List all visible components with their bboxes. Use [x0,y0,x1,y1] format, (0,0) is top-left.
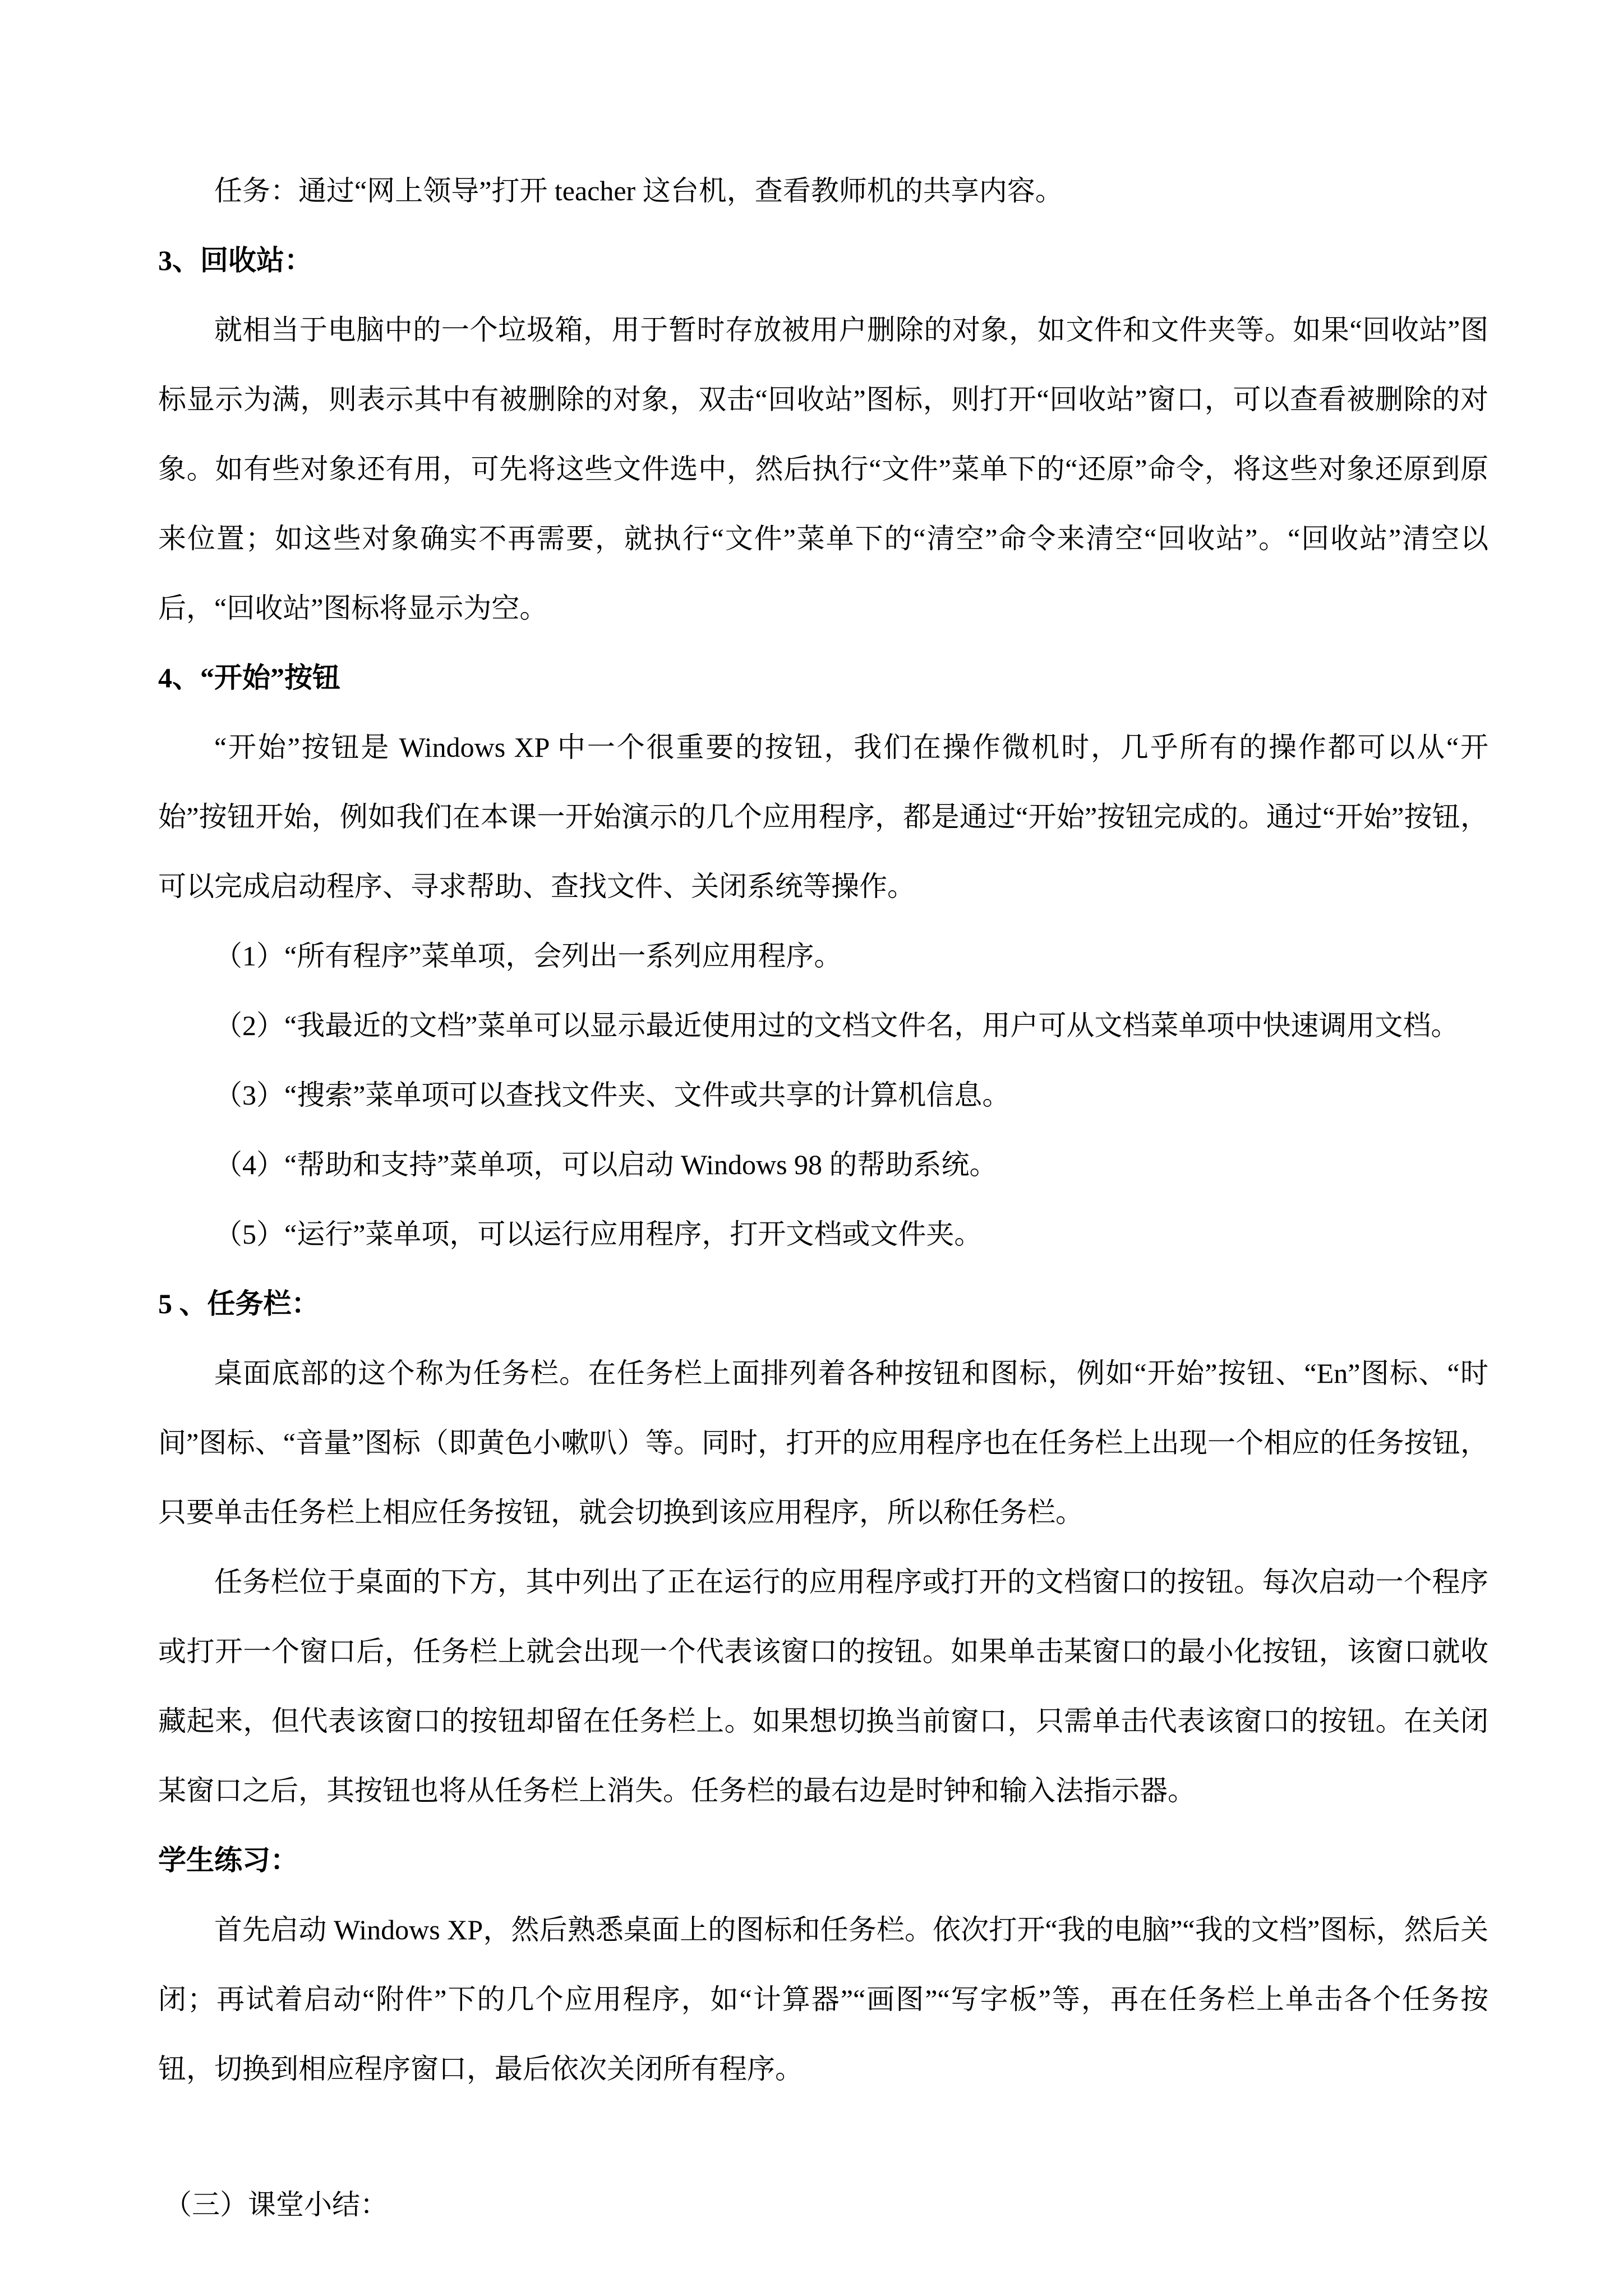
start-menu-item-help-support: （4）“帮助和支持”菜单项，可以启动 Windows 98 的帮助系统。 [214,1149,998,1180]
task-paragraph: 任务：通过“网上领导”打开 teacher 这台机，查看教师机的共享内容。 [214,175,1063,206]
start-menu-item-recent-documents: （2）“我最近的文档”菜单可以显示最近使用过的文档文件名，用户可从文档菜单项中快速调用文档。 [214,1010,1459,1041]
start-menu-item-all-programs: （1）“所有程序”菜单项，会列出一系列应用程序。 [214,940,842,972]
section-spacer [158,2104,1488,2170]
recycle-bin-paragraph: 就相当于电脑中的一个垃圾箱，用于暂时存放被用户删除的对象，如文件和文件夹等。如果“回收站”图标显示为满，则表示其中有被删除的对象，双击“回收站”图标，则打开“回收站”窗口，可以查看被删除的对象。如有些对象还有用，可先将这些文件选中，然后执行“文件”菜单下的“还原”命令，将这些对象还原到原来位置；如这些对象确实不再需要，就执行“文件”菜单下的“清空”命令来清空“回收站”。“回收站”清空以后，“回收站”图标将显示为空。 [158,314,1488,624]
recycle-bin-heading: 3、回收站： [158,245,312,276]
practice-paragraph: 首先启动 Windows XP，然后熟悉桌面上的图标和任务栏。依次打开“我的电脑”“我的文档”图标，然后关闭；再试着启动“附件”下的几个应用程序，如“计算器”“画图”“写字板”等，再在任务栏上单击各个任务按钮，切换到相应程序窗口，最后依次关闭所有程序。 [158,1914,1488,2085]
class-summary-heading: （三）课堂小结： [164,2189,388,2220]
start-menu-item-run: （5）“运行”菜单项，可以运行应用程序，打开文档或文件夹。 [214,1218,983,1250]
start-button-heading: 4、“开始”按钮 [158,662,340,693]
start-menu-item-search: （3）“搜索”菜单项可以查找文件夹、文件或共享的计算机信息。 [214,1079,1011,1111]
document-body [158,156,1488,2239]
practice-heading: 学生练习： [158,1844,298,1876]
taskbar-paragraph-2: 任务栏位于桌面的下方，其中列出了正在运行的应用程序或打开的文档窗口的按钮。每次启动一个程序或打开一个窗口后，任务栏上就会出现一个代表该窗口的按钮。如果单击某窗口的最小化按钮，该窗口就收藏起来，但代表该窗口的按钮却留在任务栏上。如果想切换当前窗口，只需单击代表该窗口的按钮。在关闭某窗口之后，其按钮也将从任务栏上消失。任务栏的最右边是时钟和输入法指示器。 [158,1566,1488,1806]
start-button-paragraph: “开始”按钮是 Windows XP 中一个很重要的按钮，我们在操作微机时，几乎所有的操作都可以从“开始”按钮开始，例如我们在本课一开始演示的几个应用程序，都是通过“开始”按钮完成的。通过“开始”按钮，可以完成启动程序、寻求帮助、查找文件、关闭系统等操作。 [158,731,1488,902]
taskbar-heading: 5 、任务栏： [158,1288,320,1319]
taskbar-paragraph-1: 桌面底部的这个称为任务栏。在任务栏上面排列着各种按钮和图标，例如“开始”按钮、“En”图标、“时间”图标、“音量”图标（即黄色小嗽叭）等。同时，打开的应用程序也在任务栏上出现一个相应的任务按钮，只要单击任务栏上相应任务按钮，就会切换到该应用程序，所以称任务栏。 [158,1358,1488,1528]
